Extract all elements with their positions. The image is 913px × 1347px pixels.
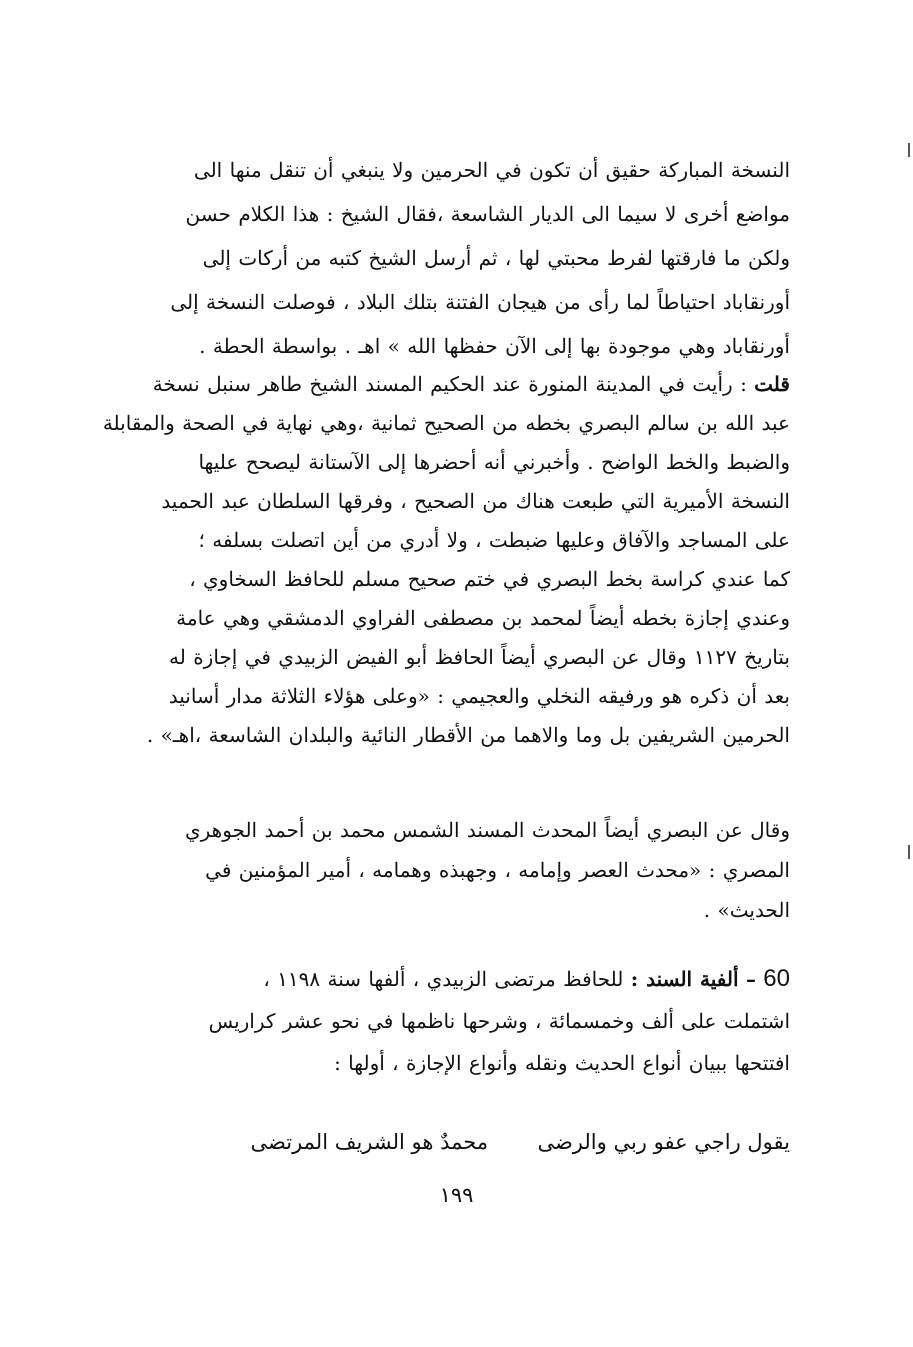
verse-second-hemistich: محمدٌ هو الشريف المرتضى: [250, 1130, 489, 1154]
text-line: أورنقاباد وهي موجودة بها إلى الآن حفظها الله » اهـ . بواسطة الحطة .: [199, 334, 790, 358]
text-line: اشتملت على ألف وخمسمائة ، وشرحها ناظمها في نحو عشر كراريس: [208, 1009, 790, 1033]
paragraph-2: [100, 365, 790, 755]
text-line: مواضع أخرى لا سيما الى الديار الشاسعة ،فقال الشيخ : هذا الكلام حسن: [185, 202, 790, 226]
text-line: كما عندي كراسة بخط البصري في ختم صحيح مسلم للحافظ السخاوي ،: [189, 567, 790, 591]
entry-title: ألفية السند :: [630, 967, 739, 991]
text-line: النسخة المباركة حقيق أن تكون في الحرمين ولا ينبغي أن تنقل منها الى: [193, 158, 790, 182]
entry-dash: –: [745, 967, 756, 991]
verse-first-hemistich: يقول راجي عفو ربي والرضى: [537, 1130, 790, 1154]
text-line: النسخة الأميرية التي طبعت هناك من الصحيح ، وفرقها السلطان عبد الحميد: [161, 489, 790, 513]
paragraph-4: [100, 958, 790, 1084]
text-line-rest: : رأيت في المدينة المنورة عند الحكيم المسند الشيخ طاهر سنبل نسخة: [152, 372, 747, 396]
text-line: [100, 958, 790, 1000]
paragraph-lead-word: قلت: [754, 372, 790, 396]
text-line: وقال عن البصري أيضاً المحدث المسند الشمس محمد بن أحمد الجوهري: [184, 818, 790, 842]
page-number: ١٩٩: [439, 1183, 474, 1207]
text-line: [100, 365, 790, 404]
text-line: والضبط والخط الواضح . وأخبرني أنه أحضرها إلى الآستانة ليصحح عليها: [198, 450, 790, 474]
text-line: وعندي إجازة بخطه أيضاً لمحمد بن مصطفى الفراوي الدمشقي وهي عامة: [176, 606, 790, 630]
text-line: افتتحها ببيان أنواع الحديث ونقله وأنواع الإجازة ، أولها :: [334, 1051, 790, 1075]
paragraph-3: [100, 810, 790, 930]
text-line: عبد الله بن سالم البصري بخطه من الصحيح ثمانية ،وهي نهاية في الصحة والمقابلة: [102, 411, 790, 435]
text-line: أورنقاباد احتياطاً لما رأى من هيجان الفتنة بتلك البلاد ، فوصلت النسخة إلى: [170, 290, 790, 314]
text-line: بتاريخ ١١٢٧ وقال عن البصري أيضاً الحافظ أبو الفيض الزبيدي في إجازة له: [169, 645, 790, 669]
scan-edge-mark: [908, 845, 910, 859]
entry-number: 60: [763, 965, 790, 992]
text-line: ولكن ما فارقتها لفرط محبتي لها ، ثم أرسل الشيخ كتبه من أركات إلى: [202, 246, 790, 270]
text-line: على المساجد والآفاق وعليها ضبطت ، ولا أدري من أين اتصلت بسلفه ؛: [198, 528, 790, 552]
text-line: بعد أن ذكره هو ورفيقه النخلي والعجيمي : «وعلى هؤلاء الثلاثة مدار أسانيد: [168, 684, 790, 708]
text-line: المصري : «محدث العصر وإمامه ، وجهبذه وهمامه ، أمير المؤمنين في: [205, 858, 790, 882]
paragraph-1: [100, 148, 790, 368]
text-line: الحديث» .: [703, 898, 790, 922]
verse-line: [170, 1120, 790, 1164]
text-line-rest: للحافظ مرتضى الزبيدي ، ألفها سنة ١١٩٨ ،: [263, 967, 624, 991]
text-line: الحرمين الشريفين بل وما والاهما من الأقطار النائية والبلدان الشاسعة ،اهـ» .: [146, 723, 790, 747]
scan-edge-mark: [908, 143, 910, 157]
